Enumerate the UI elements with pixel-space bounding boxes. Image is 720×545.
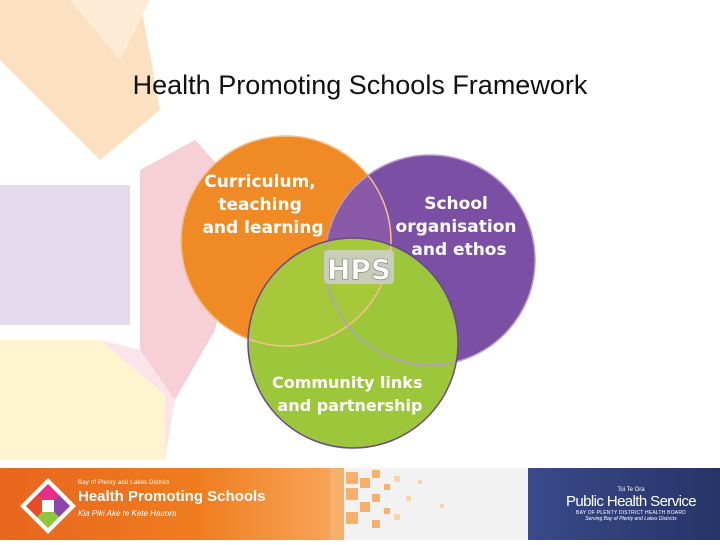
- curriculum-label-line1: Curriculum,: [204, 172, 316, 192]
- curriculum-label-line2: teaching: [218, 195, 302, 215]
- hps-center-label: HPS: [326, 253, 392, 286]
- hps-region-label: Bay of Plenty and Lakes District: [78, 480, 170, 486]
- curriculum-label-line3: and learning: [202, 218, 324, 238]
- slide-title: Health Promoting Schools Framework: [132, 70, 588, 100]
- hps-tagline: Kia Piki Ake te Kete Hauora: [78, 509, 177, 518]
- school-label-line3: and ethos: [411, 240, 507, 260]
- school-label-line1: School: [424, 194, 488, 214]
- community-label-line2: and partnership: [277, 396, 423, 415]
- community-label-line1: Community links: [271, 373, 423, 392]
- public-health-name: Public Health Service: [566, 493, 696, 510]
- public-health-small-label: Toi Te Ora: [617, 487, 645, 493]
- footer-mosaic: [330, 468, 390, 540]
- hps-logo-text: [78, 480, 278, 518]
- hps-name-label: Health Promoting Schools: [78, 488, 266, 505]
- footer-mosaic-faint: [394, 476, 444, 520]
- public-health-sub-label: BAY OF PLENTY DISTRICT HEALTH BOARD: [576, 510, 686, 516]
- public-health-logo-text: [556, 487, 706, 522]
- curriculum-label: [202, 172, 323, 238]
- public-health-tagline: Serving Bay of Plenty and Lakes Districts: [585, 516, 677, 522]
- school-label-line2: organisation: [395, 217, 517, 237]
